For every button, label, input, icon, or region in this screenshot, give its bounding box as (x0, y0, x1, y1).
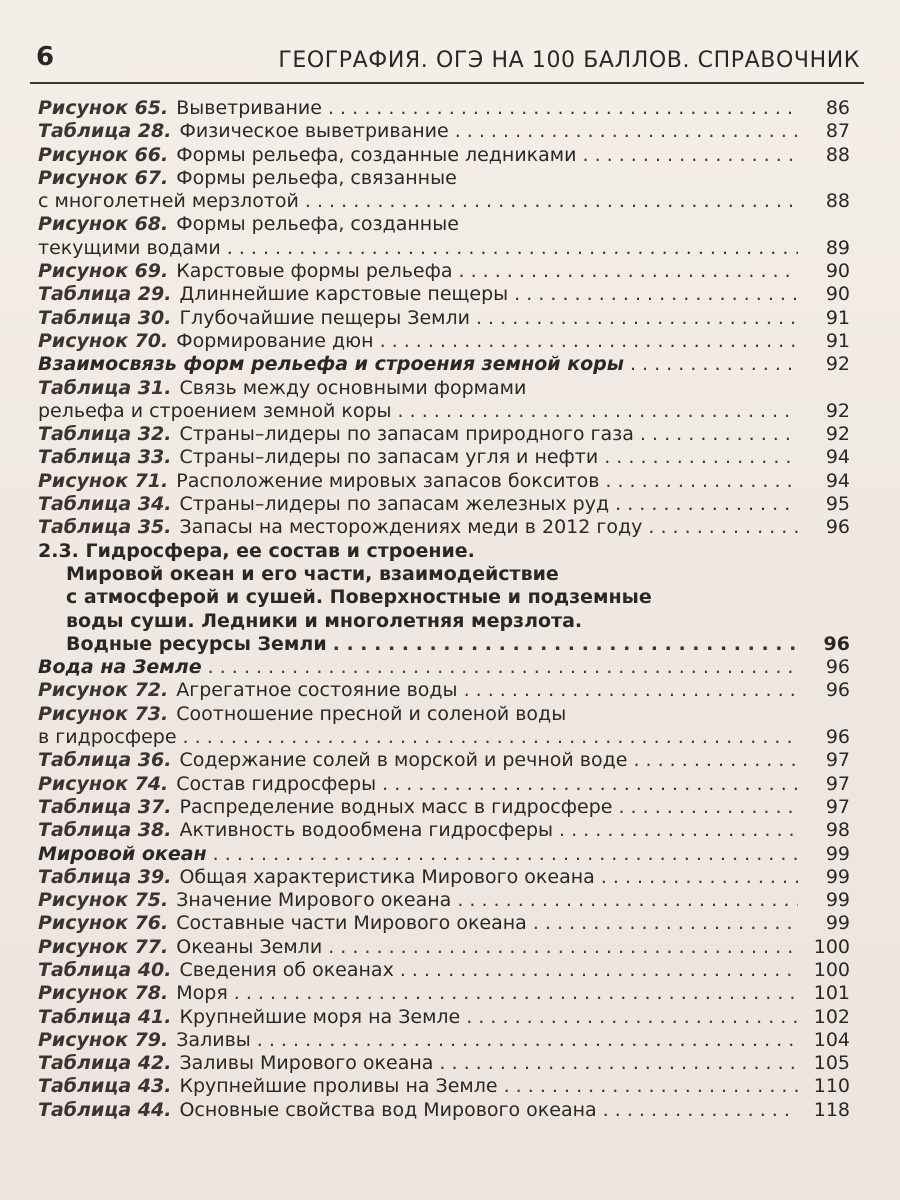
page-reference: 94 (825, 469, 850, 492)
entry-label: Таблица 40. (38, 958, 172, 981)
page-reference: 88 (825, 143, 850, 166)
toc-entry[interactable] (38, 703, 850, 750)
chapter-line (38, 563, 850, 586)
toc-entry[interactable] (38, 912, 850, 935)
toc-entry-line (38, 1075, 850, 1098)
toc-entry-line (38, 679, 850, 702)
toc-entry-line (38, 446, 850, 469)
toc-entry-line (38, 1099, 850, 1122)
dot-leader (305, 190, 798, 213)
entry-title: в гидросфере (38, 726, 177, 749)
chapter-line (38, 610, 850, 633)
toc-entry-line (38, 190, 850, 213)
toc-entry-line (38, 866, 850, 889)
page-reference: 100 (813, 958, 850, 981)
dot-leader (640, 423, 798, 446)
entry-title: Формирование дюн (176, 329, 374, 352)
entry-label: Рисунок 68. (38, 213, 169, 236)
toc-entry-line (38, 493, 850, 516)
entry-title: Заливы (176, 1028, 251, 1051)
page-reference: 90 (825, 260, 850, 283)
toc-entry-line (38, 516, 850, 539)
entry-label: Рисунок 73. (38, 702, 169, 725)
page-reference: 102 (813, 1005, 850, 1028)
chapter-line (38, 586, 850, 609)
entry-title: с многолетней мерзлотой (38, 190, 299, 213)
toc-entry-line (38, 97, 850, 120)
toc-entry-line (38, 213, 850, 236)
toc-entry-line (38, 819, 850, 842)
toc-entry[interactable] (38, 470, 850, 493)
page-reference: 96 (825, 679, 850, 702)
page-reference: 91 (825, 306, 850, 329)
page-reference: 98 (825, 819, 850, 842)
entry-title: рельефа и строением земной коры (38, 399, 392, 422)
toc-entry[interactable] (38, 866, 850, 889)
dot-leader (630, 353, 798, 376)
dot-leader (633, 749, 798, 772)
dot-leader (514, 283, 798, 306)
page-reference: 96 (823, 632, 850, 655)
entry-label: Таблица 43. (38, 1075, 172, 1098)
dot-leader (380, 330, 798, 353)
toc-entry-line (38, 703, 850, 726)
toc-chapter[interactable] (38, 540, 850, 656)
toc-section-line (38, 353, 850, 376)
entry-title: Моря (176, 982, 228, 1005)
toc-entry[interactable] (38, 423, 850, 446)
toc-entry-line (38, 260, 850, 283)
toc-entry[interactable] (38, 1075, 850, 1098)
page-reference: 87 (825, 120, 850, 143)
toc-entry[interactable] (38, 959, 850, 982)
entry-label: Таблица 29. (38, 283, 172, 306)
section-title: Мировой океан (38, 842, 207, 865)
toc-entry-line (38, 1052, 850, 1075)
dot-leader (605, 470, 798, 493)
toc-entry[interactable] (38, 353, 850, 376)
toc-entry[interactable] (38, 97, 850, 120)
entry-label: Таблица 41. (38, 1005, 172, 1028)
dot-leader (439, 1052, 798, 1075)
entry-title: Соотношение пресной и соленой воды (176, 702, 567, 725)
page-reference: 110 (813, 1075, 850, 1098)
dot-leader (328, 97, 798, 120)
dot-leader (328, 936, 798, 959)
entry-label: Рисунок 66. (38, 143, 169, 166)
entry-label: Таблица 30. (38, 306, 172, 329)
toc-entry[interactable] (38, 982, 850, 1005)
page-reference: 96 (825, 656, 850, 679)
entry-label: Рисунок 77. (38, 935, 169, 958)
page-reference: 88 (825, 190, 850, 213)
entry-title: Значение Мирового океана (176, 889, 452, 912)
entry-label: Таблица 31. (38, 376, 172, 399)
toc-entry[interactable] (38, 144, 850, 167)
dot-leader (234, 982, 798, 1005)
section-title: Вода на Земле (38, 656, 202, 679)
toc-entry-line (38, 377, 850, 400)
entry-title: Формы рельефа, созданные (176, 213, 459, 236)
entry-title: Длиннейшие карстовые пещеры (179, 283, 509, 306)
toc-entry-line (38, 470, 850, 493)
toc-entry[interactable] (38, 493, 850, 516)
entry-label: Таблица 38. (38, 819, 172, 842)
entry-label: Таблица 37. (38, 795, 172, 818)
entry-title: Сведения об океанах (179, 958, 394, 981)
entry-title: Заливы Мирового океана (179, 1052, 434, 1075)
page-reference: 97 (825, 795, 850, 818)
toc-entry-line (38, 959, 850, 982)
dot-leader (559, 819, 798, 842)
dot-leader (458, 260, 798, 283)
toc-entry[interactable] (38, 1099, 850, 1122)
toc-entry-line (38, 307, 850, 330)
dot-leader (227, 237, 798, 260)
entry-label: Рисунок 69. (38, 260, 169, 283)
toc-entry[interactable] (38, 1029, 850, 1052)
toc-entry[interactable] (38, 260, 850, 283)
entry-title: Страны–лидеры по запасам угля и нефти (179, 446, 599, 469)
toc-entry-line (38, 283, 850, 306)
toc-entry[interactable] (38, 516, 850, 539)
running-title: ГЕОГРАФИЯ. ОГЭ НА 100 БАЛЛОВ. СПРАВОЧНИК (278, 48, 860, 73)
toc-entry-line (38, 167, 850, 190)
dot-leader (618, 796, 798, 819)
entry-title: Составные части Мирового океана (176, 912, 527, 935)
entry-title: Содержание солей в морской и речной воде (179, 749, 628, 772)
toc-entry-line (38, 936, 850, 959)
toc-entry[interactable] (38, 167, 850, 214)
page-reference: 99 (825, 842, 850, 865)
entry-label: Таблица 36. (38, 749, 172, 772)
entry-label: Рисунок 70. (38, 329, 169, 352)
dot-leader (382, 773, 798, 796)
entry-label: Таблица 44. (38, 1098, 172, 1121)
entry-label: Рисунок 74. (38, 772, 169, 795)
page-reference: 99 (825, 912, 850, 935)
page-reference: 100 (813, 935, 850, 958)
entry-title: Состав гидросферы (176, 772, 377, 795)
entry-title: Распределение водных масс в гидросфере (179, 795, 613, 818)
entry-label: Таблица 33. (38, 446, 172, 469)
dot-leader (213, 843, 798, 866)
toc-entry-line (38, 400, 850, 423)
toc-entry-line (38, 120, 850, 143)
toc-entry-line (38, 144, 850, 167)
toc-entry-line (38, 1029, 850, 1052)
toc-entry[interactable] (38, 679, 850, 702)
page-reference: 96 (825, 726, 850, 749)
entry-title: Крупнейшие моря на Земле (179, 1005, 461, 1028)
toc-entry[interactable] (38, 936, 850, 959)
toc-entry-line (38, 982, 850, 1005)
chapter-title: Водные ресурсы Земли (66, 632, 327, 655)
toc-entry-line (38, 423, 850, 446)
entry-title: Агрегатное состояние воды (176, 679, 458, 702)
dot-leader (504, 1075, 798, 1098)
entry-label: Рисунок 72. (38, 679, 169, 702)
page-reference: 92 (825, 399, 850, 422)
entry-label: Рисунок 75. (38, 889, 169, 912)
toc-entry-line (38, 749, 850, 772)
section-title: Взаимосвязь форм рельефа и строения земной коры (38, 353, 624, 376)
toc-entry-line (38, 330, 850, 353)
entry-label: Таблица 32. (38, 423, 172, 446)
page-reference: 99 (825, 889, 850, 912)
entry-title: Страны–лидеры по запасам железных руд (179, 493, 610, 516)
dot-leader (455, 120, 798, 143)
entry-label: Рисунок 71. (38, 469, 169, 492)
page-reference: 96 (825, 516, 850, 539)
toc-entry-line (38, 912, 850, 935)
dot-leader (582, 144, 798, 167)
page-reference: 97 (825, 772, 850, 795)
entry-title: Общая характеристика Мирового океана (179, 865, 595, 888)
dot-leader (183, 726, 798, 749)
toc-entry[interactable] (38, 377, 850, 424)
toc-entry[interactable] (38, 446, 850, 469)
dot-leader (464, 679, 798, 702)
entry-title: текущими водами (38, 236, 221, 259)
page-reference: 89 (825, 236, 850, 259)
toc-entry[interactable] (38, 773, 850, 796)
entry-title: Формы рельефа, связанные (176, 166, 457, 189)
entry-label: Рисунок 79. (38, 1028, 169, 1051)
dot-leader (533, 912, 798, 935)
entry-label: Таблица 39. (38, 865, 172, 888)
entry-title: Карстовые формы рельефа (176, 260, 453, 283)
toc-entry[interactable] (38, 796, 850, 819)
page-reference: 99 (825, 865, 850, 888)
dot-leader (603, 1099, 798, 1122)
toc-entry-line (38, 773, 850, 796)
entry-label: Таблица 35. (38, 516, 172, 539)
page-reference: 92 (825, 423, 850, 446)
toc-entry[interactable] (38, 1052, 850, 1075)
entry-title: Основные свойства вод Мирового океана (179, 1098, 597, 1121)
dot-leader (466, 1006, 798, 1029)
toc-entry-line (38, 237, 850, 260)
page-reference: 97 (825, 749, 850, 772)
toc-entry[interactable] (38, 1006, 850, 1029)
toc-entry[interactable] (38, 656, 850, 679)
chapter-line (38, 540, 850, 563)
entry-title: Океаны Земли (176, 935, 323, 958)
page-number: 6 (36, 42, 55, 72)
toc-section-line (38, 656, 850, 679)
dot-leader (257, 1029, 798, 1052)
page-reference: 118 (813, 1098, 850, 1121)
toc-entry-line (38, 796, 850, 819)
toc-entry[interactable] (38, 213, 850, 260)
entry-title: Связь между основными формами (179, 376, 527, 399)
dot-leader (476, 307, 798, 330)
toc-entry[interactable] (38, 330, 850, 353)
entry-label: Рисунок 78. (38, 982, 169, 1005)
dot-leader (604, 446, 798, 469)
page-reference: 95 (825, 493, 850, 516)
page-reference: 86 (825, 97, 850, 119)
chapter-title: Мировой океан и его части, взаимодействие (66, 562, 559, 585)
dot-leader (615, 493, 798, 516)
entry-title: Выветривание (176, 97, 322, 119)
toc-entry-line (38, 726, 850, 749)
page-reference: 101 (813, 982, 850, 1005)
dot-leader (601, 866, 798, 889)
chapter-title: с атмосферой и сушей. Поверхностные и подземные (66, 586, 652, 609)
entry-title: Глубочайшие пещеры Земли (179, 306, 470, 329)
toc-entry[interactable] (38, 889, 850, 912)
entry-title: Формы рельефа, созданные ледниками (176, 143, 577, 166)
page-header (30, 42, 864, 84)
page-reference: 92 (825, 353, 850, 376)
page-reference: 94 (825, 446, 850, 469)
entry-title: Активность водообмена гидросферы (179, 819, 554, 842)
table-of-contents (38, 97, 850, 1122)
entry-label: Рисунок 67. (38, 166, 169, 189)
entry-title: Крупнейшие проливы на Земле (179, 1075, 498, 1098)
toc-entry[interactable] (38, 749, 850, 772)
toc-entry-line (38, 889, 850, 912)
dot-leader (457, 889, 798, 912)
entry-label: Таблица 34. (38, 493, 172, 516)
chapter-title: воды суши. Ледники и многолетняя мерзлота. (66, 609, 583, 632)
page-reference: 104 (813, 1028, 850, 1051)
entry-label: Рисунок 76. (38, 912, 169, 935)
entry-label: Таблица 28. (38, 120, 172, 143)
toc-entry-line (38, 1006, 850, 1029)
page-reference: 90 (825, 283, 850, 306)
entry-label: Таблица 42. (38, 1052, 172, 1075)
page-reference: 105 (813, 1052, 850, 1075)
dot-leader (333, 633, 798, 656)
toc-entry[interactable] (38, 819, 850, 842)
dot-leader (648, 516, 798, 539)
toc-entry[interactable] (38, 307, 850, 330)
dot-leader (400, 959, 798, 982)
entry-title: Запасы на месторождениях меди в 2012 году (179, 516, 643, 539)
chapter-line (38, 633, 850, 656)
entry-title: Расположение мировых запасов бокситов (176, 469, 600, 492)
chapter-title: 2.3. Гидросфера, ее состав и строение. (38, 539, 475, 562)
toc-entry[interactable] (38, 843, 850, 866)
entry-title: Страны–лидеры по запасам природного газа (179, 423, 634, 446)
toc-section-line (38, 843, 850, 866)
toc-entry[interactable] (38, 283, 850, 306)
dot-leader (398, 400, 798, 423)
page-reference: 91 (825, 329, 850, 352)
dot-leader (208, 656, 798, 679)
entry-label: Рисунок 65. (38, 97, 169, 119)
entry-title: Физическое выветривание (179, 120, 449, 143)
toc-entry[interactable] (38, 120, 850, 143)
